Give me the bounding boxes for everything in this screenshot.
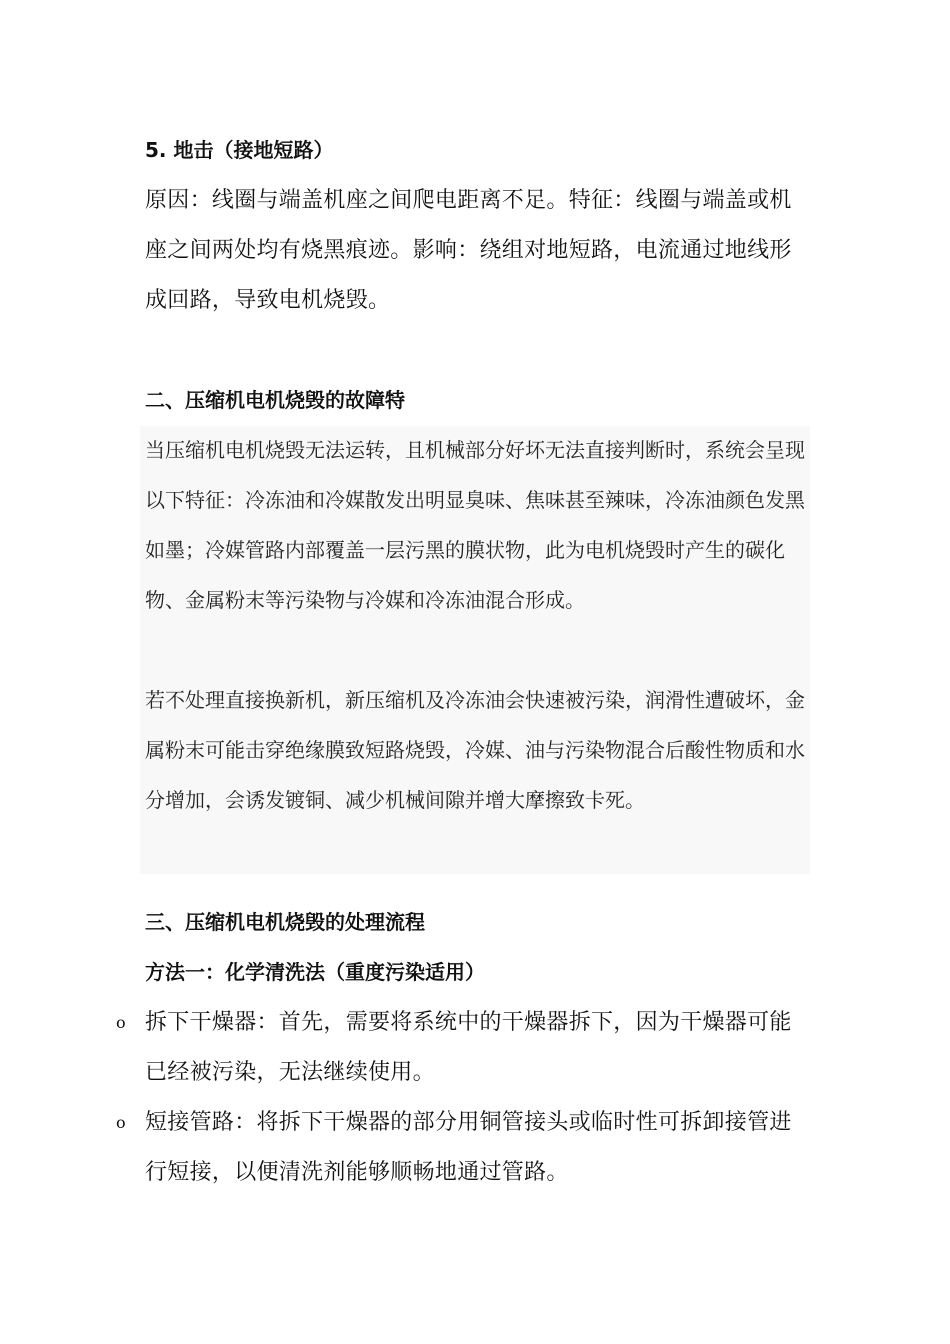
bullet-marker: o [116, 1013, 126, 1032]
step-short-pipe: 短接管路：将拆下干燥器的部分用铜管接头或临时性可拆卸接管进行短接，以便清洗剂能够顺畅地通过管路。 [145, 1110, 792, 1185]
method-1-heading: 方法一：化学清洗法（重度污染适用） [145, 960, 485, 984]
section-2-paragraph-1: 当压缩机电机烧毁无法运转，且机械部分好坏无法直接判断时，系统会呈现以下特征：冷冻油和冷媒散发出明显臭味、焦味甚至辣味，冷冻油颜色发黑如墨；冷媒管路内部覆盖一层污黑的膜状物，此为电机烧毁时产生的碳化物、金属粉末等污染物与冷媒和冷冻油混合形成。 [145, 438, 805, 612]
section-2-heading: 二、压缩机电机烧毁的故障特 [145, 388, 405, 412]
section-3-heading: 三、压缩机电机烧毁的处理流程 [145, 910, 425, 934]
bullet-marker: o [116, 1113, 126, 1132]
section-5-heading: 5. 地击（接地短路） [145, 138, 334, 162]
section-2-paragraph-2: 若不处理直接换新机，新压缩机及冷冻油会快速被污染，润滑性遭破坏，金属粉末可能击穿绝缘膜致短路烧毁，冷媒、油与污染物混合后酸性物质和水分增加，会诱发镀铜、减少机械间隙并增大摩擦致卡死。 [145, 688, 805, 812]
step-remove-dryer: 拆下干燥器：首先，需要将系统中的干燥器拆下，因为干燥器可能已经被污染，无法继续使用。 [145, 1010, 792, 1085]
section-5-body: 原因：线圈与端盖机座之间爬电距离不足。特征：线圈与端盖或机座之间两处均有烧黑痕迹。影响：绕组对地短路，电流通过地线形成回路，导致电机烧毁。 [145, 188, 792, 313]
